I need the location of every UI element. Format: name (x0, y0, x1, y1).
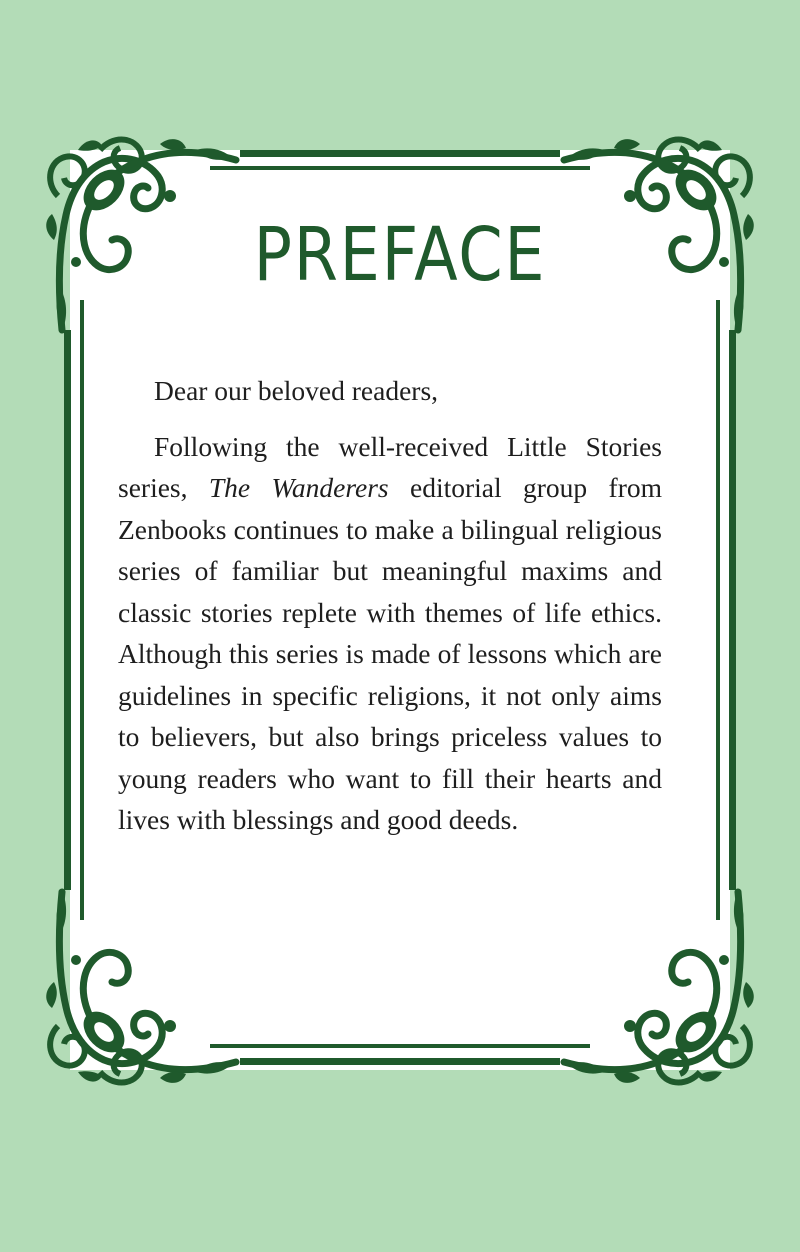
series-title-italic: The Wanderers (208, 472, 389, 503)
paragraph-text-end: editorial group from Zenbooks continues to make a bilingual religious series of familiar but meaningful maxims and classic stories replete with themes of life ethics. Although this series is made of lessons which are guidelines in specific religions, it not only aims to believers, but also brings priceless values to young readers who want to fill their hearts and lives with blessings and good deeds. (118, 472, 663, 835)
paragraph-text-start: Following the well-received Little Stories series, (118, 430, 662, 503)
greeting-line: Dear our beloved readers, (154, 375, 439, 406)
page-title: PREFACE (253, 212, 547, 298)
corner-ornament-bottom-left (46, 892, 236, 1083)
corner-ornament-bottom-right (564, 892, 754, 1083)
preface-paragraph (118, 426, 662, 841)
preface-body (118, 370, 662, 841)
